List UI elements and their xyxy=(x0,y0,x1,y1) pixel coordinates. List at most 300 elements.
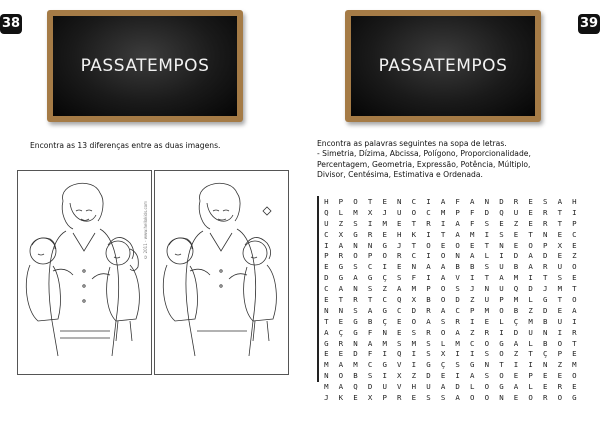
word-search-letter: L xyxy=(470,382,475,392)
coloring-picture-modified xyxy=(154,170,289,375)
word-search-letter: E xyxy=(324,262,329,272)
word-search-letter: S xyxy=(484,262,490,272)
word-search-letter: D xyxy=(455,294,460,304)
word-search-letter: N xyxy=(542,327,548,337)
page-number-left: 38 xyxy=(0,14,22,34)
word-search-letter: A xyxy=(513,382,519,392)
word-search-letter: O xyxy=(557,392,563,402)
word-search-letter: A xyxy=(440,305,446,315)
word-search-letter: A xyxy=(528,262,533,272)
word-search-letter: M xyxy=(411,284,417,294)
word-search-letter: G xyxy=(338,273,344,283)
word-search-letter: D xyxy=(455,382,460,392)
word-search-letter: E xyxy=(557,251,563,261)
word-search-letter: Ç xyxy=(440,360,446,370)
word-search-letter: D xyxy=(542,305,548,315)
word-search-letter: A xyxy=(324,327,329,337)
word-search-letter: M xyxy=(382,218,387,228)
word-search-letter: C xyxy=(411,251,417,261)
word-search-letter: O xyxy=(557,338,563,348)
word-search-letter: R xyxy=(426,305,431,315)
word-search-letter: S xyxy=(353,262,358,272)
word-search-letter: P xyxy=(367,251,373,261)
chalkboard-right xyxy=(345,10,541,122)
word-search-letter: R xyxy=(338,251,344,261)
word-search-letter: P xyxy=(499,294,504,304)
word-search-letter: P xyxy=(528,371,533,381)
word-search-letter: E xyxy=(557,371,563,381)
word-search-letter: N xyxy=(397,196,402,206)
word-search-letter: Q xyxy=(397,294,402,304)
word-search-letter: S xyxy=(440,392,446,402)
word-search-letter: I xyxy=(572,316,577,326)
word-search-letter: J xyxy=(324,392,329,402)
word-search-letter: C xyxy=(455,305,460,315)
word-search-letter: S xyxy=(499,229,504,239)
word-search-letter: A xyxy=(499,273,504,283)
word-search-letter: D xyxy=(411,305,417,315)
word-search-letter: E xyxy=(513,229,519,239)
word-search-letter: M xyxy=(470,229,475,239)
word-search-letter: Ç xyxy=(382,316,387,326)
word-search-letter: G xyxy=(382,305,387,315)
word-search-letter: S xyxy=(440,316,446,326)
word-search-letter: O xyxy=(499,349,504,359)
word-search-letter: O xyxy=(572,294,577,304)
word-search-letter: R xyxy=(367,229,373,239)
word-search-letter: O xyxy=(484,392,490,402)
word-search-row xyxy=(319,261,583,272)
page-number-right: 39 xyxy=(578,14,600,34)
word-search-letter: U xyxy=(513,207,519,217)
word-search-letter: S xyxy=(484,371,490,381)
word-search-letter: R xyxy=(513,196,519,206)
word-search-letter: C xyxy=(367,360,373,370)
word-search-letter: A xyxy=(572,305,577,315)
word-search-letter: O xyxy=(382,251,387,261)
word-search-letter: I xyxy=(470,316,475,326)
word-search-letter: N xyxy=(499,392,504,402)
word-search-letter: A xyxy=(367,338,373,348)
mother-children-drawing xyxy=(18,171,151,374)
word-search-letter: T xyxy=(338,294,344,304)
word-search-letter: O xyxy=(455,240,460,250)
word-search-letter: B xyxy=(455,262,460,272)
word-search-letter: D xyxy=(353,349,358,359)
word-search-row xyxy=(319,348,583,359)
word-search-letter: J xyxy=(382,207,387,217)
word-search-letter: R xyxy=(426,218,431,228)
word-search-letter: O xyxy=(440,251,446,261)
word-search-letter: N xyxy=(484,360,490,370)
word-search-letter: Q xyxy=(499,207,504,217)
word-search-letter: U xyxy=(426,382,431,392)
word-search-letter: R xyxy=(484,327,490,337)
word-search-letter: I xyxy=(455,349,460,359)
word-search-letter: I xyxy=(382,262,387,272)
word-search-letter: L xyxy=(528,382,533,392)
differences-instruction: Encontra as 13 diferenças entre as duas imagens. xyxy=(30,141,221,150)
word-search-letter: M xyxy=(513,294,519,304)
word-search-letter: C xyxy=(382,294,387,304)
word-search-letter: E xyxy=(513,240,519,250)
word-search-letter: T xyxy=(572,284,577,294)
word-search-letter: E xyxy=(382,229,387,239)
word-search-row xyxy=(319,218,583,229)
word-search-letter: S xyxy=(484,349,490,359)
word-search-letter: I xyxy=(499,327,504,337)
word-search-letter: A xyxy=(470,251,475,261)
word-search-letter: G xyxy=(499,382,504,392)
word-search-letter: I xyxy=(426,251,431,261)
word-search-letter: P xyxy=(470,305,475,315)
word-search-letter: G xyxy=(353,229,358,239)
word-search-letter: X xyxy=(411,294,417,304)
word-search-letter: T xyxy=(557,294,563,304)
word-search-letter: S xyxy=(367,284,373,294)
word-search-letter: A xyxy=(455,218,460,228)
word-search-letter: P xyxy=(382,392,387,402)
word-search-letter: N xyxy=(353,240,358,250)
mother-children-drawing-variant xyxy=(155,171,288,374)
word-search-grid xyxy=(317,196,583,402)
word-search-letter: I xyxy=(411,349,417,359)
word-search-letter: E xyxy=(572,273,577,283)
word-search-letter: O xyxy=(440,327,446,337)
word-search-instruction xyxy=(317,139,589,181)
word-search-letter: C xyxy=(572,229,577,239)
word-search-letter: E xyxy=(440,371,446,381)
word-search-row xyxy=(319,196,583,207)
word-search-letter: T xyxy=(499,360,504,370)
word-search-letter: C xyxy=(324,284,329,294)
word-search-letter: P xyxy=(557,349,563,359)
word-search-letter: Z xyxy=(572,251,577,261)
word-search-letter: E xyxy=(528,218,533,228)
word-search-letter: E xyxy=(397,316,402,326)
word-search-letter: Z xyxy=(382,284,387,294)
word-search-letter: T xyxy=(557,218,563,228)
word-search-row xyxy=(319,381,583,392)
word-search-letter: D xyxy=(513,251,519,261)
word-search-letter: I xyxy=(499,251,504,261)
word-search-letter: E xyxy=(470,240,475,250)
word-search-letter: S xyxy=(353,305,358,315)
word-search-letter: H xyxy=(411,382,417,392)
word-search-letter: T xyxy=(542,273,548,283)
word-search-letter: N xyxy=(353,338,358,348)
word-search-letter: F xyxy=(367,327,373,337)
word-search-letter: X xyxy=(367,392,373,402)
word-search-letter: F xyxy=(470,218,475,228)
word-search-row xyxy=(319,392,583,403)
word-search-letter: C xyxy=(324,229,329,239)
word-search-letter: F xyxy=(470,207,475,217)
word-search-letter: M xyxy=(353,207,358,217)
word-search-letter: J xyxy=(397,240,402,250)
word-search-row xyxy=(319,272,583,283)
word-search-letter: A xyxy=(513,338,519,348)
word-search-letter: R xyxy=(542,207,548,217)
word-search-letter: E xyxy=(397,218,402,228)
word-search-row xyxy=(319,250,583,261)
word-search-letter: B xyxy=(542,316,548,326)
word-search-letter: J xyxy=(470,284,475,294)
word-search-letter: I xyxy=(528,360,533,370)
word-search-letter: A xyxy=(557,196,563,206)
word-search-letter: P xyxy=(426,284,431,294)
chalkboard-title-left: PASSATEMPOS xyxy=(80,56,210,76)
word-search-letter: E xyxy=(513,371,519,381)
word-search-row xyxy=(319,207,583,218)
word-search-letter: P xyxy=(572,218,577,228)
word-search-letter: E xyxy=(542,371,548,381)
word-search-letter: U xyxy=(499,262,504,272)
chalkboard-title-right: PASSATEMPOS xyxy=(378,56,508,76)
word-search-letter: U xyxy=(382,382,387,392)
word-search-letter: Ç xyxy=(542,349,548,359)
word-search-letter: Q xyxy=(324,207,329,217)
word-search-letter: L xyxy=(499,316,504,326)
word-search-letter: S xyxy=(484,218,490,228)
word-search-letter: O xyxy=(353,196,358,206)
word-search-letter: A xyxy=(440,262,446,272)
word-search-letter: E xyxy=(411,392,417,402)
word-search-letter: A xyxy=(455,229,460,239)
word-search-letter: J xyxy=(542,284,548,294)
word-search-row xyxy=(319,240,583,251)
word-search-letter: E xyxy=(499,218,504,228)
word-search-letter: R xyxy=(542,262,548,272)
word-search-letter: E xyxy=(397,262,402,272)
word-search-letter: E xyxy=(324,349,329,359)
word-search-letter: P xyxy=(455,207,460,217)
word-search-letter: I xyxy=(324,240,329,250)
word-search-letter: V xyxy=(455,273,460,283)
word-search-letter: D xyxy=(528,284,533,294)
word-search-letter: G xyxy=(353,316,358,326)
word-search-letter: Z xyxy=(338,218,344,228)
word-search-letter: Z xyxy=(470,294,475,304)
word-search-letter: E xyxy=(382,196,387,206)
word-search-letter: E xyxy=(572,240,577,250)
word-search-letter: U xyxy=(557,262,563,272)
word-search-letter: G xyxy=(353,327,358,337)
word-search-letter: D xyxy=(484,207,490,217)
word-search-letter: A xyxy=(397,284,402,294)
word-search-letter: K xyxy=(338,392,344,402)
word-search-letter: I xyxy=(484,229,490,239)
word-search-letter: H xyxy=(572,196,577,206)
word-search-letter: I xyxy=(367,218,373,228)
word-search-letter: C xyxy=(470,338,475,348)
word-search-letter: P xyxy=(542,240,548,250)
word-search-letter: O xyxy=(499,371,504,381)
word-search-letter: M xyxy=(513,273,519,283)
word-search-row xyxy=(319,327,583,338)
word-search-letter: C xyxy=(426,207,431,217)
word-search-letter: M xyxy=(572,360,577,370)
word-search-letter: S xyxy=(426,338,431,348)
word-search-letter: E xyxy=(484,316,490,326)
word-search-letter: X xyxy=(338,229,344,239)
word-search-letter: G xyxy=(499,338,504,348)
word-search-letter: T xyxy=(411,240,417,250)
word-search-letter: N xyxy=(382,327,387,337)
word-search-letter: M xyxy=(324,360,329,370)
word-search-letter: O xyxy=(411,207,417,217)
word-search-letter: X xyxy=(397,371,402,381)
word-search-letter: R xyxy=(338,338,344,348)
word-search-letter: G xyxy=(382,360,387,370)
image-copyright: © 2011 - www.hellokids.com xyxy=(143,201,148,260)
word-search-letter: V xyxy=(397,382,402,392)
word-search-letter: B xyxy=(426,294,431,304)
word-search-letter: E xyxy=(542,382,548,392)
instruction-line: Divisor, Centésima, Estimativa e Ordenada. xyxy=(317,170,483,180)
word-search-letter: F xyxy=(411,273,417,283)
word-search-row xyxy=(319,338,583,349)
word-search-letter: E xyxy=(572,382,577,392)
word-search-letter: A xyxy=(367,305,373,315)
word-search-row xyxy=(319,316,583,327)
word-search-letter: M xyxy=(455,338,460,348)
word-search-row xyxy=(319,305,583,316)
word-search-letter: E xyxy=(338,316,344,326)
word-search-letter: E xyxy=(557,305,563,315)
word-search-letter: D xyxy=(513,327,519,337)
word-search-letter: B xyxy=(513,305,519,315)
word-search-letter: S xyxy=(542,196,548,206)
word-search-letter: Z xyxy=(528,305,533,315)
word-search-letter: I xyxy=(528,273,533,283)
word-search-letter: L xyxy=(440,338,446,348)
word-search-letter: E xyxy=(440,240,446,250)
word-search-letter: M xyxy=(440,207,446,217)
word-search-row xyxy=(319,294,583,305)
word-search-letter: U xyxy=(499,284,504,294)
word-search-letter: U xyxy=(324,218,329,228)
word-search-letter: G xyxy=(338,262,344,272)
word-search-letter: R xyxy=(542,218,548,228)
chalkboard-slate xyxy=(53,16,237,116)
word-search-letter: S xyxy=(455,284,460,294)
instruction-line: - Simetria, Dízima, Abcissa, Polígono, Proporcionalidade, xyxy=(317,149,531,159)
word-search-letter: Ç xyxy=(382,273,387,283)
word-search-letter: L xyxy=(338,207,344,217)
word-search-letter: E xyxy=(338,349,344,359)
instruction-line: Encontra as palavras seguintes na sopa de letras. xyxy=(317,139,507,148)
word-search-letter: E xyxy=(528,196,533,206)
word-search-letter: A xyxy=(440,196,446,206)
word-search-letter: G xyxy=(324,338,329,348)
coloring-picture-original xyxy=(17,170,152,375)
word-search-letter: N xyxy=(484,196,490,206)
word-search-letter: I xyxy=(426,196,431,206)
word-search-letter: O xyxy=(528,240,533,250)
word-search-row xyxy=(319,370,583,381)
word-search-letter: Z xyxy=(411,371,417,381)
word-search-letter: A xyxy=(470,371,475,381)
word-search-letter: M xyxy=(382,338,387,348)
word-search-letter: X xyxy=(557,240,563,250)
word-search-letter: S xyxy=(353,218,358,228)
word-search-letter: Q xyxy=(513,284,519,294)
word-search-letter: N xyxy=(484,284,490,294)
word-search-letter: C xyxy=(411,196,417,206)
word-search-letter: S xyxy=(397,338,402,348)
word-search-letter: M xyxy=(353,360,358,370)
word-search-letter: A xyxy=(338,360,344,370)
word-search-letter: U xyxy=(557,316,563,326)
word-search-letter: A xyxy=(426,262,431,272)
word-search-letter: R xyxy=(353,294,358,304)
word-search-letter: A xyxy=(470,196,475,206)
word-search-letter: R xyxy=(542,392,548,402)
word-search-letter: S xyxy=(411,327,417,337)
word-search-letter: B xyxy=(353,371,358,381)
word-search-letter: R xyxy=(455,316,460,326)
word-search-letter: M xyxy=(484,305,490,315)
word-search-letter: Ç xyxy=(338,327,344,337)
word-search-letter: O xyxy=(484,338,490,348)
word-search-letter: T xyxy=(411,218,417,228)
word-search-letter: F xyxy=(455,196,460,206)
instruction-line: Percentagem, Geometria, Expressão, Potência, Múltiplo, xyxy=(317,159,531,169)
word-search-letter: N xyxy=(324,371,329,381)
word-search-letter: H xyxy=(324,196,329,206)
word-search-letter: A xyxy=(338,240,344,250)
word-search-letter: A xyxy=(528,251,533,261)
word-search-letter: S xyxy=(455,360,460,370)
word-search-letter: O xyxy=(440,284,446,294)
word-search-letter: I xyxy=(382,371,387,381)
word-search-letter: G xyxy=(572,392,577,402)
word-search-letter: B xyxy=(542,338,548,348)
word-search-letter: I xyxy=(470,273,475,283)
word-search-letter: M xyxy=(324,382,329,392)
word-search-letter: T xyxy=(367,196,373,206)
word-search-letter: O xyxy=(440,294,446,304)
word-search-letter: S xyxy=(397,273,402,283)
word-search-letter: B xyxy=(470,262,475,272)
word-search-letter: T xyxy=(324,316,329,326)
word-search-letter: A xyxy=(353,273,358,283)
word-search-letter: O xyxy=(572,371,577,381)
word-search-letter: L xyxy=(484,251,490,261)
word-search-letter: M xyxy=(557,284,563,294)
word-search-letter: T xyxy=(528,229,533,239)
word-search-letter: Z xyxy=(513,349,519,359)
word-search-letter: I xyxy=(470,349,475,359)
word-search-letter: I xyxy=(440,218,446,228)
word-search-letter: N xyxy=(353,284,358,294)
word-search-letter: T xyxy=(484,240,490,250)
word-search-letter: B xyxy=(367,316,373,326)
word-search-letter: P xyxy=(338,196,344,206)
word-search-letter: Q xyxy=(353,382,358,392)
word-search-letter: Z xyxy=(513,218,519,228)
word-search-letter: S xyxy=(557,273,563,283)
word-search-letter: C xyxy=(367,262,373,272)
chalkboard-slate xyxy=(351,16,535,116)
word-search-letter: E xyxy=(397,327,402,337)
word-search-letter: Q xyxy=(397,349,402,359)
word-search-letter: G xyxy=(542,294,548,304)
word-search-letter: K xyxy=(411,229,417,239)
word-search-letter: I xyxy=(513,360,519,370)
word-search-letter: A xyxy=(338,284,344,294)
